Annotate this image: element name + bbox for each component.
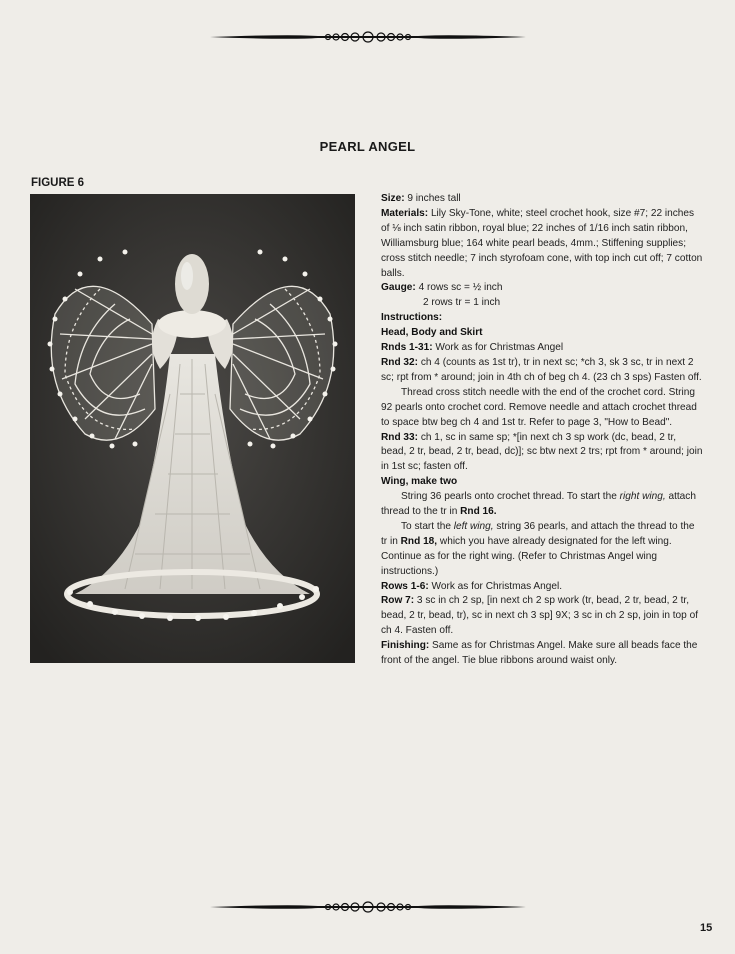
instructions-heading: Instructions:: [381, 312, 443, 324]
figure-label: FIGURE 6: [31, 177, 85, 189]
rnd-33: Rnd 33: ch 1, sc in same sp; *[in next ch 3 sp work (dc, bead, 2 tr, bead, 2 tr, bead, 2 tr, bead, dc)]; sc btw next 2 trs; rpt from * around; join in 1st sc; fasten off.: [381, 431, 703, 473]
gauge-line-2: 2 rows tr = 1 inch: [423, 297, 501, 309]
page-number: 15: [700, 922, 713, 934]
rnds-1-31: Rnds 1-31: Work as for Christmas Angel: [381, 342, 564, 354]
rnd-32: Rnd 32: ch 4 (counts as 1st tr), tr in next sc; *ch 3, sk 3 sc, tr in next 2 sc; rpt from * around; join in 4th ch of beg ch 4. (23 ch 3 sps) Fasten off.: [381, 356, 702, 383]
instructions-column: [381, 192, 703, 669]
wing-heading: Wing, make two: [381, 476, 458, 488]
angel-photo: [30, 194, 355, 663]
head-body-heading: Head, Body and Skirt: [381, 327, 483, 339]
page-title: PEARL ANGEL: [319, 139, 416, 154]
size-line: Size: 9 inches tall: [381, 193, 461, 204]
gauge-line: Gauge: 4 rows sc = ½ inch: [381, 282, 503, 294]
rows-1-6: Rows 1-6: Work as for Christmas Angel.: [381, 580, 563, 592]
wing-paragraph-2: To start the left wing, string 36 pearls, and attach the thread to the tr in Rnd 18, which you have already designated for the left wing. Continue as for the right wing. (Refer to Christmas Angel wing instructions.): [381, 520, 695, 577]
thread-paragraph: Thread cross stitch needle with the end of the crochet cord. String 92 pearls onto crochet cord. Remove needle and attach crochet thread to space btw beg ch 4 and 1st tr. Refer to page 3, "How to Bead".: [381, 386, 697, 428]
finishing: Finishing: Same as for Christmas Angel. Make sure all beads face the front of the angel. Tie blue ribbons around waist only.: [381, 640, 698, 667]
materials-line: Materials: Lily Sky-Tone, white; steel crochet hook, size #7; 22 inches of ⅛ inch satin ribbon, royal blue; 22 inches of 1/16 inch satin ribbon, Williamsburg blue; 164 white pearl beads, 4mm.; Stiffening supplies; cross stitch needle; 7 inch styrofoam cone, with top inch cut off; 7 cotton balls.: [381, 207, 703, 279]
angel-head: [175, 254, 209, 314]
top-ornament: [210, 30, 526, 44]
wing-paragraph-1: String 36 pearls onto crochet thread. To start the right wing, attach thread to the tr in Rnd 16.: [381, 491, 696, 518]
row-7: Row 7: 3 sc in ch 2 sp, [in next ch 2 sp work (tr, bead, 2 tr, bead, 2 tr, bead, 2 tr, bead, tr), sc in next ch 3 sp] 9X; 3 sc in ch 2 sp, join in top of ch 4. Fasten off.: [381, 595, 699, 637]
bottom-ornament: [210, 900, 526, 914]
